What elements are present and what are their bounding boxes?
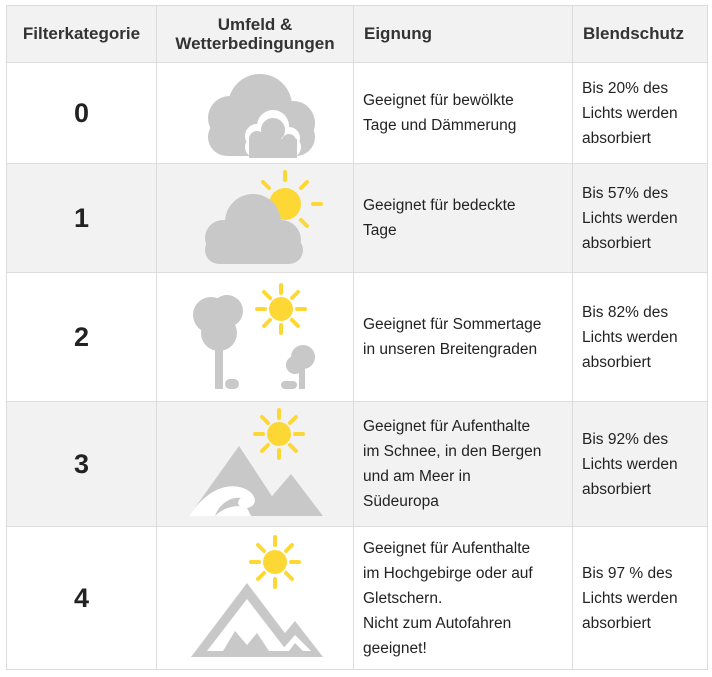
suitability-line: Geeignet für Aufenthalte [363, 539, 531, 557]
glare-line: Lichts werden [582, 328, 678, 346]
glare-cell [573, 273, 708, 402]
cloud-icon [185, 68, 325, 158]
table-row [7, 164, 708, 273]
header-glare: Blendschutz [573, 6, 708, 63]
glare-line: Bis 92% des [582, 430, 669, 448]
glare-line: absorbiert [582, 353, 651, 371]
header-suitability: Eignung [354, 6, 573, 63]
suitability-line: Tage [363, 222, 397, 239]
suitability-cell [354, 164, 573, 273]
suitability-line: Geeignet für Aufenthalte [363, 418, 531, 435]
trees-and-sun-icon [185, 281, 325, 393]
suitability-cell [354, 273, 573, 402]
glare-line: Lichts werden [582, 104, 678, 122]
glare-line: absorbiert [582, 480, 651, 498]
suitability-line: im Schnee, in den Bergen [363, 443, 542, 460]
table-row [7, 63, 708, 164]
header-category: Filterkategorie [7, 6, 157, 63]
category-value: 1 [7, 164, 157, 273]
glare-cell [573, 527, 708, 670]
header-environment-line1: Umfeld & [217, 15, 293, 34]
snowy-mountains-sun-icon [185, 535, 325, 661]
glare-line: Bis 57% des [582, 184, 669, 202]
glare-line: absorbiert [582, 234, 651, 252]
filter-category-table [6, 5, 708, 670]
suitability-line: Geeignet für bewölkte [363, 92, 514, 109]
glare-line: absorbiert [582, 129, 651, 147]
glare-line: Lichts werden [582, 209, 678, 227]
suitability-line: Nicht zum Autofahren [363, 614, 512, 632]
suitability-line: Geeignet für Sommertage [363, 316, 542, 333]
table-row [7, 527, 708, 670]
suitability-cell [354, 527, 573, 670]
glare-cell [573, 63, 708, 164]
category-value: 0 [7, 63, 157, 164]
header-row [7, 6, 708, 63]
table-row [7, 273, 708, 402]
mountain-sea-sun-icon [185, 408, 325, 520]
header-environment [157, 6, 354, 63]
suitability-line: Gletschern. [363, 589, 443, 607]
table-row [7, 402, 708, 527]
suitability-line: in unseren Breitengraden [363, 341, 538, 358]
suitability-line: Südeuropa [363, 493, 439, 510]
glare-line: Bis 20% des [582, 79, 669, 97]
suitability-line: und am Meer in [363, 468, 471, 485]
glare-line: Bis 82% des [582, 303, 669, 321]
category-value: 3 [7, 402, 157, 527]
category-value: 4 [7, 527, 157, 670]
glare-line: Bis 97 % des [582, 564, 673, 582]
glare-cell [573, 164, 708, 273]
glare-line: Lichts werden [582, 589, 678, 607]
suitability-cell [354, 402, 573, 527]
sun-behind-cloud-icon [185, 170, 325, 266]
suitability-cell [354, 63, 573, 164]
suitability-line: im Hochgebirge oder auf [363, 564, 533, 582]
glare-cell [573, 402, 708, 527]
suitability-line: geeignet! [363, 639, 427, 657]
header-environment-line2: Wetterbedingungen [175, 34, 335, 53]
suitability-line: Geeignet für bedeckte [363, 197, 516, 214]
suitability-line: Tage und Dämmerung [363, 117, 517, 134]
category-value: 2 [7, 273, 157, 402]
glare-line: absorbiert [582, 614, 651, 632]
glare-line: Lichts werden [582, 455, 678, 473]
